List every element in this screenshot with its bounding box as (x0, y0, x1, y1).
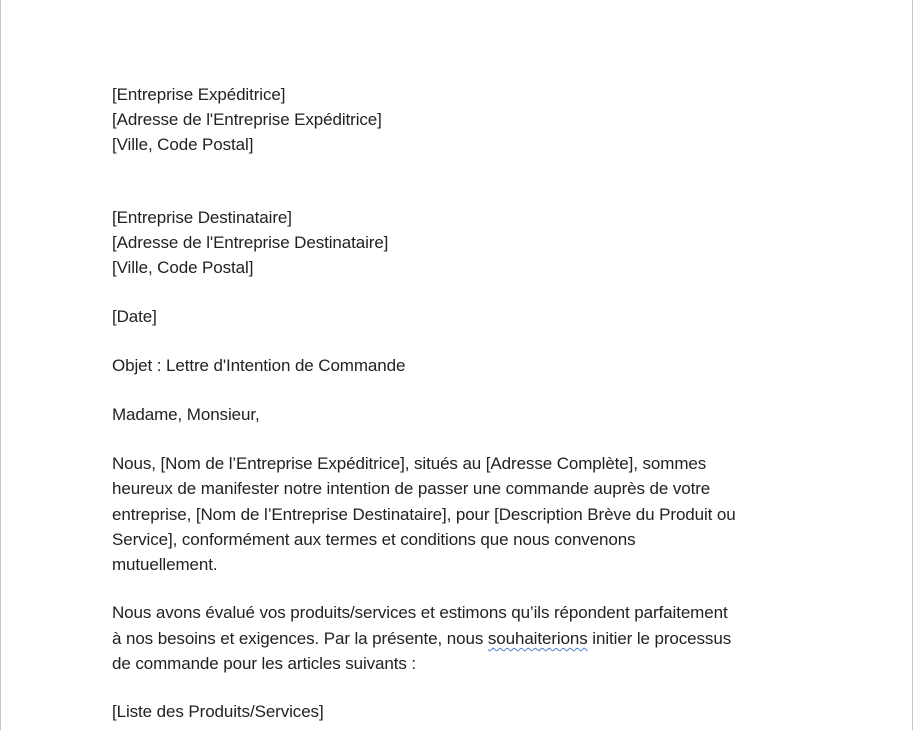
letter-date: [Date] (112, 307, 157, 326)
letter-subject: Objet : Lettre d'Intention de Commande (112, 356, 406, 375)
letter-body[interactable] (112, 82, 812, 724)
text-run: à nos besoins et exigences. Par la présente, nous (112, 628, 488, 648)
spacer (112, 378, 812, 402)
recipient-address: [Adresse de l'Entreprise Destinataire] (112, 233, 389, 252)
spacer (112, 329, 812, 353)
letter-salutation: Madame, Monsieur, (112, 405, 260, 424)
paragraph-line (112, 626, 802, 651)
paragraph-line: heureux de manifester notre intention de passer une commande auprès de votre (112, 479, 711, 499)
paragraph-line: Nous avons évalué vos produits/services et estimons qu’ils répondent parfaitement (112, 603, 728, 623)
spacer (112, 577, 812, 600)
paragraph-line: de commande pour les articles suivants : (112, 654, 417, 674)
spacer (112, 676, 812, 699)
spacer (112, 280, 812, 304)
paragraph-line: Nous, [Nom de l’Entreprise Expéditrice], situés au [Adresse Complète], sommes (112, 454, 707, 473)
product-list-placeholder: [Liste des Produits/Services] (112, 702, 324, 722)
paragraph-line: Service], conformément aux termes et conditions que nous convenons (112, 529, 636, 549)
recipient-company: [Entreprise Destinataire] (112, 208, 292, 227)
sender-company: [Entreprise Expéditrice] (112, 85, 286, 104)
paragraph-line: entreprise, [Nom de l’Entreprise Destinataire], pour [Description Brève du Produit ou (112, 504, 736, 524)
paragraph-evaluation (112, 600, 812, 676)
recipient-block (112, 205, 812, 280)
paragraph-intent (112, 451, 812, 577)
sender-city: [Ville, Code Postal] (112, 135, 254, 154)
paragraph-line: mutuellement. (112, 555, 218, 575)
spellcheck-flagged-word[interactable]: souhaiterions (487, 628, 588, 648)
sender-address: [Adresse de l'Entreprise Expéditrice] (112, 110, 382, 129)
spacer (112, 427, 812, 451)
spacer (112, 157, 812, 205)
text-run: initier le processus (587, 628, 732, 648)
recipient-city: [Ville, Code Postal] (112, 258, 254, 277)
sender-block (112, 82, 812, 157)
